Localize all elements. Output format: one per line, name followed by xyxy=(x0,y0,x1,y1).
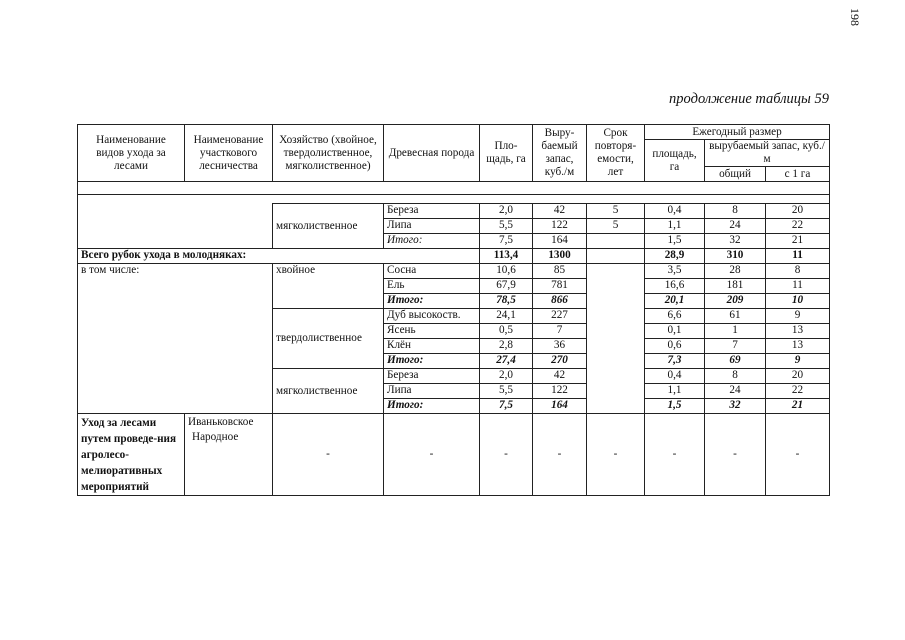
including-label: в том числе: xyxy=(78,264,273,414)
header-row-1 xyxy=(78,125,830,140)
species-cell: Итого: xyxy=(384,294,480,309)
species-cell: Сосна xyxy=(384,264,480,279)
dash-cell: - xyxy=(645,414,705,496)
header-stock: Выру-баемый запас, куб./м xyxy=(533,125,587,182)
farm-cell: мягколиственное xyxy=(273,369,384,414)
species-cell: Береза xyxy=(384,204,480,219)
subtotal-row: Итого: 27,4 270 7,3 69 9 xyxy=(78,354,830,369)
table-row: мягколиственное Береза 2,0 42 0,4 8 20 xyxy=(78,369,830,384)
header-species: Древесная порода xyxy=(384,125,480,182)
subtotal-row: Итого: 7,5 164 1,5 32 21 xyxy=(78,399,830,414)
forestry-name: Иваньковское xyxy=(188,416,254,428)
species-cell: Ясень xyxy=(384,324,480,339)
dash-cell: - xyxy=(766,414,830,496)
table-row: Итого: 7,5 164 1,5 32 21 xyxy=(78,234,830,249)
agro-label: Уход за лесами путем проведе-ния агролесо-мелиоративных мероприятий xyxy=(78,414,185,496)
total-label: Всего рубок ухода в молодняках: xyxy=(78,249,480,264)
species-cell: Итого: xyxy=(384,354,480,369)
dash-cell: - xyxy=(480,414,533,496)
dash-cell: - xyxy=(533,414,587,496)
header-area: Пло-щадь, га xyxy=(480,125,533,182)
species-cell: Липа xyxy=(384,384,480,399)
species-cell: Береза xyxy=(384,369,480,384)
table-row: Ель 67,9 781 16,6 181 11 xyxy=(78,279,830,294)
header-period: Срок повторя-емости, лет xyxy=(587,125,645,182)
farm-cell: хвойное xyxy=(273,264,384,309)
subtotal-row: Итого: 78,5 866 20,1 209 10 xyxy=(78,294,830,309)
dash-cell: - xyxy=(705,414,766,496)
total-row: Всего рубок ухода в молодняках: 113,4 1300 28,9 310 11 xyxy=(78,249,830,264)
header-forestry: Наименование участкового лесничества xyxy=(185,125,273,182)
table-row: Клён 2,8 36 0,6 7 13 xyxy=(78,339,830,354)
forest-care-table xyxy=(77,124,830,496)
header-type: Наименование видов ухода за лесами xyxy=(78,125,185,182)
agro-forestry-cell xyxy=(185,414,273,496)
species-cell: Ель xyxy=(384,279,480,294)
header-annual-stock: вырубаемый запас, куб./м xyxy=(705,140,830,167)
dash-cell: - xyxy=(587,414,645,496)
table-row: Липа 5,5 122 5 1,1 24 22 xyxy=(78,219,830,234)
species-cell: Итого: xyxy=(384,234,480,249)
table-row: твердолиственное Дуб высокоств. 24,1 227 6,6 61 9 xyxy=(78,309,830,324)
header-farm: Хозяйство (хвойное, твердолиственное, мягколиственное) xyxy=(273,125,384,182)
forestry-name: Народное xyxy=(192,431,239,443)
species-cell: Дуб высокоств. xyxy=(384,309,480,324)
species-cell: Липа xyxy=(384,219,480,234)
dash-cell: - xyxy=(384,414,480,496)
dash-cell: - xyxy=(273,414,384,496)
farm-cell: твердолиственное xyxy=(273,309,384,369)
header-annual: Ежегодный размер xyxy=(645,125,830,140)
spacer-row xyxy=(78,182,830,195)
table-continuation-label: продолжение таблицы 59 xyxy=(669,91,829,107)
header-total: общий xyxy=(705,167,766,182)
species-cell: Клён xyxy=(384,339,480,354)
page-number: 198 xyxy=(848,8,862,26)
header-annual-area: площадь, га xyxy=(645,140,705,182)
gap-row xyxy=(78,195,830,204)
agro-row xyxy=(78,414,830,496)
farm-cell: мягколиственное xyxy=(273,204,384,249)
header-per-ha: с 1 га xyxy=(766,167,830,182)
table-row: в том числе: хвойное Сосна 10,6 85 3,5 28 8 xyxy=(78,264,830,279)
table-row: Ясень 0,5 7 0,1 1 13 xyxy=(78,324,830,339)
species-cell: Итого: xyxy=(384,399,480,414)
table-row: мягколиственное Береза 2,0 42 5 0,4 8 20 xyxy=(78,204,830,219)
table-row: Липа 5,5 122 1,1 24 22 xyxy=(78,384,830,399)
